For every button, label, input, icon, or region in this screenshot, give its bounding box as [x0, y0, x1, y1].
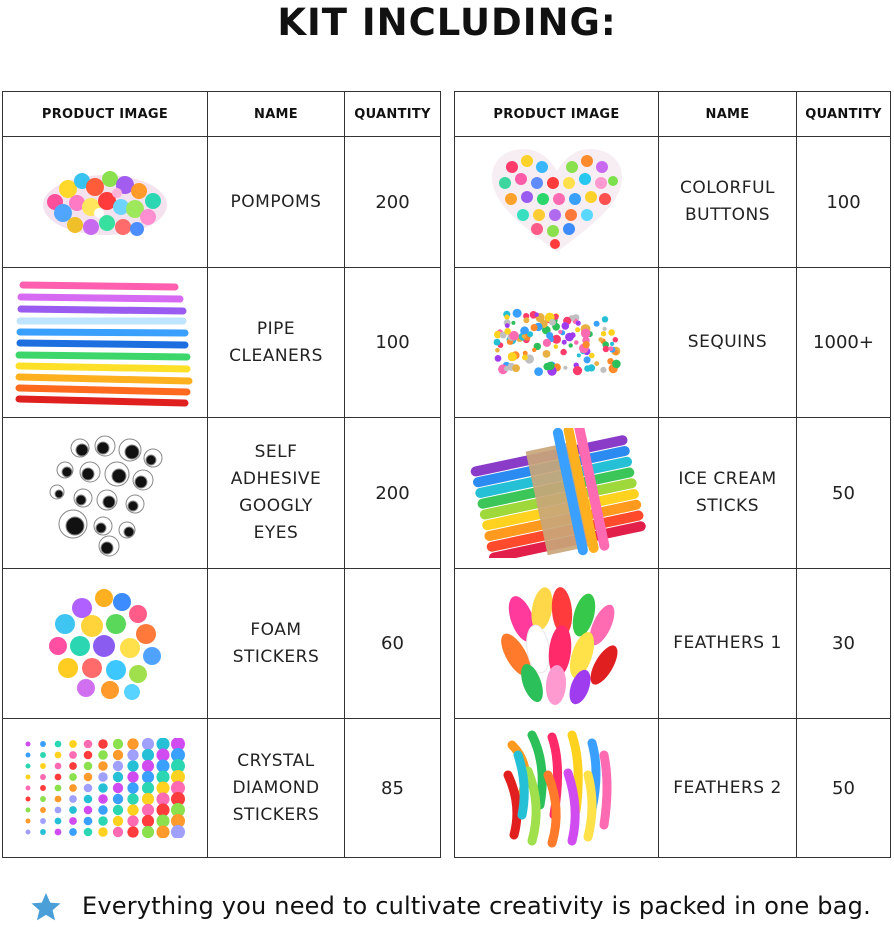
- crystal-gem: [26, 830, 31, 835]
- crystal-gem: [40, 752, 46, 758]
- crystal-gem: [55, 785, 62, 792]
- crystal-gem: [156, 825, 169, 838]
- crystal-gem: [142, 782, 154, 794]
- column-header-name: NAME: [659, 92, 797, 137]
- table-row: [455, 268, 891, 418]
- table-row: [3, 719, 441, 858]
- sequin: [593, 320, 599, 326]
- sequin: [600, 331, 605, 336]
- table-row: [3, 418, 441, 569]
- left-kit-table: [2, 91, 441, 858]
- crystal-gem: [40, 796, 46, 802]
- sequin: [493, 338, 500, 345]
- crystal-gem: [142, 815, 154, 827]
- sequin: [569, 332, 575, 338]
- column-header-quantity: QUANTITY: [345, 92, 441, 137]
- crystal-gem: [98, 739, 108, 749]
- sequin: [512, 364, 520, 372]
- crystal-gem: [69, 784, 77, 792]
- sequin: [558, 329, 562, 333]
- page-title: KIT INCLUDING:: [277, 1, 617, 44]
- product-name: ICE CREAM STICKS: [659, 418, 797, 569]
- crystal-gem: [127, 738, 138, 749]
- crystal-gem: [171, 825, 185, 838]
- sequin: [575, 320, 580, 325]
- pompoms-image: [3, 137, 208, 268]
- sequin: [546, 332, 553, 339]
- crystal-gem: [142, 760, 154, 772]
- crystal-gem: [113, 794, 123, 804]
- crystal-gem: [55, 741, 62, 748]
- crystal-gem: [142, 826, 154, 838]
- sequin: [612, 337, 617, 342]
- column-header-image: PRODUCT IMAGE: [455, 92, 659, 137]
- right-kit-table: [454, 91, 891, 858]
- crystal-gem: [98, 805, 108, 815]
- crystal-gem: [26, 764, 31, 769]
- crystal-gem: [40, 763, 46, 769]
- crystal-gem: [69, 762, 77, 770]
- crystal-gem: [55, 752, 62, 759]
- sequin: [553, 344, 558, 349]
- crystal-gem: [40, 818, 46, 824]
- crystal-gem: [113, 827, 123, 837]
- crystal-gem: [55, 763, 62, 770]
- sequin: [602, 326, 606, 330]
- sequin: [511, 320, 515, 324]
- crystal-gem: [113, 816, 123, 826]
- sequin: [602, 345, 608, 351]
- product-quantity: 50: [797, 418, 891, 569]
- sequin: [534, 312, 538, 316]
- product-quantity: 85: [345, 719, 441, 858]
- sequin: [576, 353, 580, 357]
- crystal-gem: [127, 760, 138, 771]
- crystal-gem: [98, 794, 108, 804]
- sequins-image: [455, 268, 659, 418]
- crystal-gem: [84, 795, 93, 804]
- crystal-gem: [113, 783, 123, 793]
- sequin: [532, 347, 536, 351]
- crystal-gem: [40, 785, 46, 791]
- crystal-gem: [98, 761, 108, 771]
- feathers-1-image: [455, 569, 659, 719]
- googly-eyes-image: [3, 418, 208, 569]
- crystal-gem: [142, 771, 154, 783]
- crystal-gem: [55, 829, 62, 836]
- crystal-gem: [84, 762, 93, 771]
- sequin: [580, 328, 590, 338]
- sequin: [589, 352, 595, 358]
- sequin: [530, 324, 537, 331]
- product-name: PIPE CLEANERS: [208, 268, 345, 418]
- table-row: [455, 418, 891, 569]
- feathers-2-image: [455, 719, 659, 858]
- footer-text: Everything you need to cultivate creativity is packed in one bag.: [82, 892, 871, 920]
- product-quantity: 50: [797, 719, 891, 858]
- crystal-gem: [26, 797, 31, 802]
- crystal-gem: [98, 827, 108, 837]
- crystal-gem: [127, 793, 138, 804]
- sequin: [507, 352, 516, 361]
- column-header-name: NAME: [208, 92, 345, 137]
- sequin: [568, 343, 572, 347]
- sequin: [584, 365, 591, 372]
- table-row: [455, 569, 891, 719]
- crystal-gem: [84, 828, 93, 837]
- crystal-gem: [26, 775, 31, 780]
- product-quantity: 30: [797, 569, 891, 719]
- sequin: [598, 337, 603, 342]
- crystal-gem: [142, 749, 154, 761]
- table-row: [455, 137, 891, 268]
- sequin: [495, 347, 500, 352]
- sequin: [542, 350, 550, 358]
- table-header-row: [455, 92, 891, 137]
- product-quantity: 100: [345, 268, 441, 418]
- ice-cream-sticks-image: [455, 418, 659, 569]
- crystal-gem: [142, 793, 154, 805]
- sequin: [523, 317, 529, 323]
- crystal-gem: [26, 753, 31, 758]
- crystal-gem: [69, 795, 77, 803]
- crystal-gem: [113, 805, 123, 815]
- product-quantity: 200: [345, 418, 441, 569]
- crystal-gem: [69, 740, 77, 748]
- crystal-gem: [55, 796, 62, 803]
- sequin: [582, 341, 589, 348]
- product-quantity: 200: [345, 137, 441, 268]
- sequin: [610, 341, 614, 345]
- crystal-gem: [69, 751, 77, 759]
- product-name: FOAM STICKERS: [208, 569, 345, 719]
- sequin: [534, 367, 543, 376]
- sequin: [504, 323, 509, 328]
- sequin: [549, 319, 556, 326]
- sequin: [561, 339, 566, 344]
- sequin: [560, 348, 566, 354]
- crystal-gem: [40, 807, 46, 813]
- crystal-gem: [84, 817, 93, 826]
- sequin: [504, 314, 509, 319]
- product-name: CRYSTAL DIAMOND STICKERS: [208, 719, 345, 858]
- product-name: SEQUINS: [659, 268, 797, 418]
- buttons-image: [455, 137, 659, 268]
- crystal-gem: [69, 828, 77, 836]
- column-header-quantity: QUANTITY: [797, 92, 891, 137]
- crystal-gem: [26, 819, 31, 824]
- crystal-gem: [142, 738, 154, 750]
- crystal-gem: [84, 740, 93, 749]
- table-row: [3, 137, 441, 268]
- crystal-gem: [26, 742, 31, 747]
- crystal-gem: [127, 749, 138, 760]
- crystal-gem: [69, 817, 77, 825]
- crystal-gem: [84, 773, 93, 782]
- crystal-gem: [113, 739, 123, 749]
- crystal-gem: [26, 808, 31, 813]
- sequin: [608, 329, 615, 336]
- sequin: [543, 362, 550, 369]
- crystal-gem: [84, 784, 93, 793]
- sequin: [583, 356, 590, 363]
- crystal-gem: [40, 829, 46, 835]
- sequin: [542, 338, 550, 346]
- crystal-gem: [127, 782, 138, 793]
- crystal-gem: [69, 773, 77, 781]
- sequin: [522, 354, 528, 360]
- table-row: [455, 719, 891, 858]
- sequin: [561, 322, 569, 330]
- sequin: [574, 340, 579, 345]
- product-quantity: 1000+: [797, 268, 891, 418]
- sequin: [527, 331, 533, 337]
- sequin: [575, 327, 580, 332]
- star-icon: [30, 892, 62, 926]
- crystal-gem: [98, 772, 108, 782]
- crystal-gem: [127, 826, 138, 837]
- crystal-gem: [26, 786, 31, 791]
- crystal-gem: [113, 761, 123, 771]
- crystal-gem: [113, 772, 123, 782]
- product-name: FEATHERS 1: [659, 569, 797, 719]
- table-header-row: [3, 92, 441, 137]
- crystal-gem: [55, 774, 62, 781]
- product-name: COLORFUL BUTTONS: [659, 137, 797, 268]
- product-name: FEATHERS 2: [659, 719, 797, 858]
- sequin: [612, 359, 621, 368]
- crystal-gem: [127, 815, 138, 826]
- crystal-gem: [84, 806, 93, 815]
- crystal-gem: [98, 816, 108, 826]
- product-quantity: 60: [345, 569, 441, 719]
- sequin: [608, 346, 613, 351]
- crystal-gem: [98, 783, 108, 793]
- crystal-gem: [113, 750, 123, 760]
- foam-stickers-image: [3, 569, 208, 719]
- crystal-gem: [40, 741, 46, 747]
- pipe-cleaners-image: [3, 268, 208, 418]
- sequin: [600, 366, 606, 372]
- sequin: [504, 328, 511, 335]
- crystal-gem: [84, 751, 93, 760]
- crystal-gem: [69, 806, 77, 814]
- sequin: [521, 334, 525, 338]
- sequin: [572, 366, 581, 375]
- table-row: [3, 569, 441, 719]
- crystal-gem: [40, 774, 46, 780]
- sequin: [563, 365, 567, 369]
- crystal-gem: [55, 807, 62, 814]
- footer: [0, 886, 894, 926]
- crystal-gem: [127, 771, 138, 782]
- product-quantity: 100: [797, 137, 891, 268]
- column-header-image: PRODUCT IMAGE: [3, 92, 208, 137]
- sequin: [512, 308, 521, 317]
- sequin: [594, 361, 599, 366]
- crystal-stickers-image: [3, 719, 208, 858]
- crystal-gem: [142, 804, 154, 816]
- sequin: [601, 316, 607, 322]
- table-row: [3, 268, 441, 418]
- crystal-gem: [98, 750, 108, 760]
- crystal-gem: [55, 818, 62, 825]
- crystal-gem: [127, 804, 138, 815]
- product-name: SELF ADHESIVE GOOGLY EYES: [208, 418, 345, 569]
- product-name: POMPOMS: [208, 137, 345, 268]
- sequin: [494, 355, 501, 362]
